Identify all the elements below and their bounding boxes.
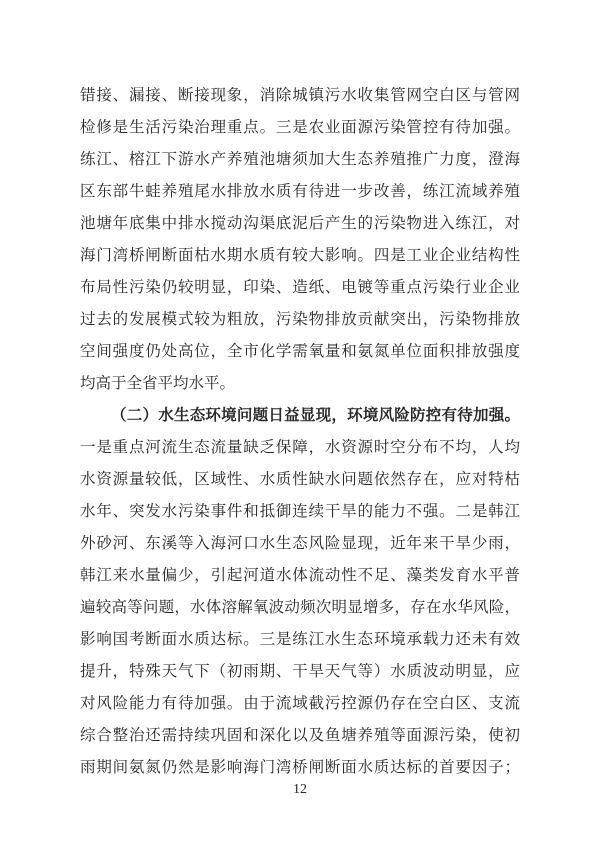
text-line: 检修是生活污染治理重点。三是农业面源污染管控有待加强。 (80, 119, 520, 136)
text-line: 池塘年底集中排水搅动沟渠底泥后产生的污染物进入练江，对 (80, 215, 520, 232)
text-line: 提升，特殊天气下（初雨期、干旱天气等）水质波动明显，应 (80, 663, 520, 680)
text-line: 韩江来水量偏少，引起河道水体流动性不足、藻类发育水平普 (80, 567, 520, 584)
paragraph-end-line: 均高于全省平均水平。 (80, 375, 236, 392)
text-line: 水年、突发水污染事件和抵御连续干旱的能力不强。二是韩江 (80, 503, 520, 520)
text-line: 雨期间氨氮仍然是影响海门湾桥闸断面水质达标的首要因子； (80, 759, 520, 776)
text-line: 错接、漏接、断接现象，消除城镇污水收集管网空白区与管网 (80, 87, 520, 104)
text-line: 布局性污染仍较明显，印染、造纸、电镀等重点污染行业企业 (80, 279, 520, 296)
page-body-text (80, 80, 520, 784)
text-line: 海门湾桥闸断面枯水期水质有较大影响。四是工业企业结构性 (80, 247, 520, 264)
text-line: 对风险能力有待加强。由于流域截污控源仍存在空白区、支流 (80, 695, 520, 712)
text-line: 空间强度仍处高位，全市化学需氧量和氨氮单位面积排放强度 (80, 343, 520, 360)
text-line: 外砂河、东溪等入海河口水生态风险显现，近年来干旱少雨， (80, 535, 520, 552)
page-number: 12 (293, 782, 307, 797)
text-line: 练江、榕江下游水产养殖池塘须加大生态养殖推广力度，澄海 (80, 151, 520, 168)
text-line: 遍较高等问题，水体溶解氧波动频次明显增多，存在水华风险， (80, 599, 520, 616)
text-line: 过去的发展模式较为粗放，污染物排放贡献突出，污染物排放 (80, 311, 520, 328)
text-line: 区东部牛蛙养殖尾水排放水质有待进一步改善，练江流域养殖 (80, 183, 520, 200)
section-heading: （二）水生态环境问题日益显现，环境风险防控有待加强。 (111, 407, 520, 424)
text-line: 一是重点河流生态流量缺乏保障，水资源时空分布不均，人均 (80, 439, 520, 456)
text-line: 综合整治还需持续巩固和深化以及鱼塘养殖等面源污染，使初 (80, 727, 520, 744)
text-line: 影响国考断面水质达标。三是练江水生态环境承载力还未有效 (80, 631, 520, 648)
text-line: 水资源量较低，区域性、水质性缺水问题依然存在，应对特枯 (80, 471, 520, 488)
